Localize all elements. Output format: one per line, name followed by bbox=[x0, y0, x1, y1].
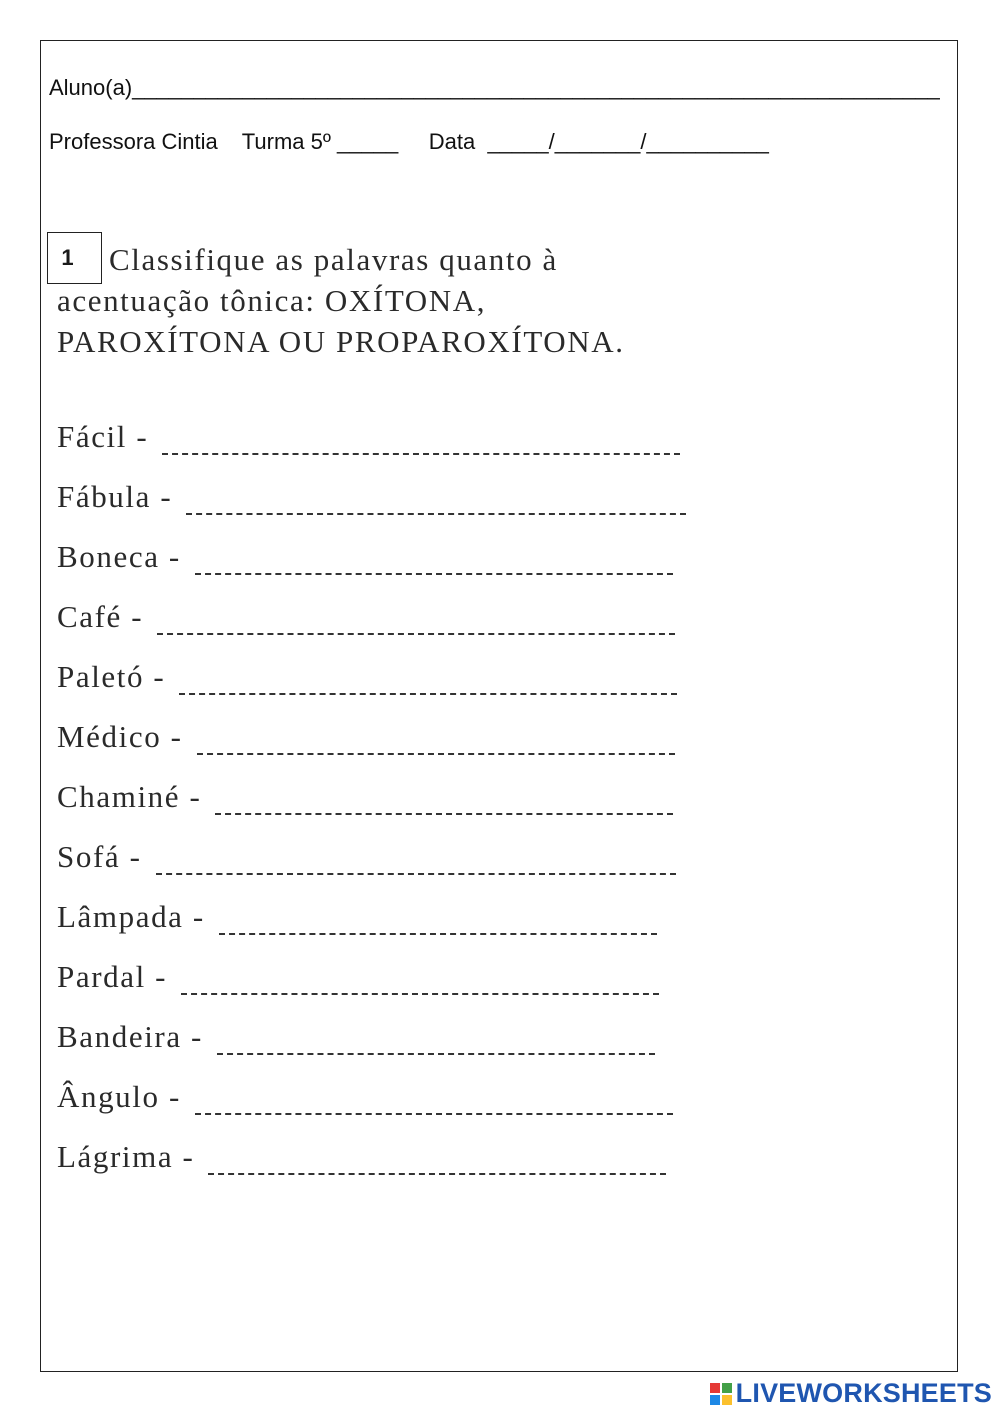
word-label: Fácil - bbox=[57, 419, 149, 454]
liveworksheets-logo bbox=[710, 1378, 992, 1409]
question-number-box: 1 bbox=[47, 232, 102, 284]
worksheet-page bbox=[40, 40, 958, 1372]
word-label: Chaminé - bbox=[57, 779, 202, 814]
word-row bbox=[57, 1139, 686, 1199]
word-row bbox=[57, 1079, 686, 1139]
word-label: Ângulo - bbox=[57, 1079, 181, 1114]
answer-blank[interactable] bbox=[162, 419, 680, 455]
answer-blank[interactable] bbox=[217, 1019, 655, 1055]
answer-blank[interactable] bbox=[179, 659, 677, 695]
word-row bbox=[57, 419, 686, 479]
answer-blank[interactable] bbox=[219, 899, 657, 935]
word-row bbox=[57, 779, 686, 839]
instruction-line: acentuação tônica: OXÍTONA, bbox=[57, 283, 487, 318]
word-label: Fábula - bbox=[57, 479, 173, 514]
word-list bbox=[57, 419, 686, 1199]
answer-blank[interactable] bbox=[181, 959, 659, 995]
instruction-line: PAROXÍTONA OU PROPAROXÍTONA. bbox=[57, 324, 625, 359]
word-row bbox=[57, 599, 686, 659]
word-label: Pardal - bbox=[57, 959, 168, 994]
word-row bbox=[57, 839, 686, 899]
student-name-line: Aluno(a)__________________________________________________________________ bbox=[49, 75, 940, 100]
word-row bbox=[57, 659, 686, 719]
word-label: Bandeira - bbox=[57, 1019, 203, 1054]
question-instruction bbox=[57, 239, 777, 362]
teacher-class-date-line: Professora Cintia Turma 5º _____ Data _____/_______/__________ bbox=[49, 129, 769, 154]
answer-blank[interactable] bbox=[197, 719, 675, 755]
word-label: Médico - bbox=[57, 719, 183, 754]
brand-blocks-icon bbox=[710, 1383, 732, 1405]
word-row bbox=[57, 479, 686, 539]
word-label: Café - bbox=[57, 599, 144, 634]
word-row bbox=[57, 1019, 686, 1079]
answer-blank[interactable] bbox=[215, 779, 673, 815]
answer-blank[interactable] bbox=[156, 839, 676, 875]
word-label: Boneca - bbox=[57, 539, 181, 574]
word-row bbox=[57, 959, 686, 1019]
word-row bbox=[57, 719, 686, 779]
word-label: Paletó - bbox=[57, 659, 166, 694]
answer-blank[interactable] bbox=[208, 1139, 666, 1175]
word-row bbox=[57, 539, 686, 599]
answer-blank[interactable] bbox=[157, 599, 675, 635]
word-row bbox=[57, 899, 686, 959]
answer-blank[interactable] bbox=[195, 539, 673, 575]
answer-blank[interactable] bbox=[186, 479, 686, 515]
word-label: Lâmpada - bbox=[57, 899, 205, 934]
answer-blank[interactable] bbox=[195, 1079, 673, 1115]
word-label: Sofá - bbox=[57, 839, 142, 874]
word-label: Lágrima - bbox=[57, 1139, 195, 1174]
brand-name: LIVEWORKSHEETS bbox=[735, 1378, 992, 1408]
instruction-line: Classifique as palavras quanto à bbox=[109, 242, 558, 277]
